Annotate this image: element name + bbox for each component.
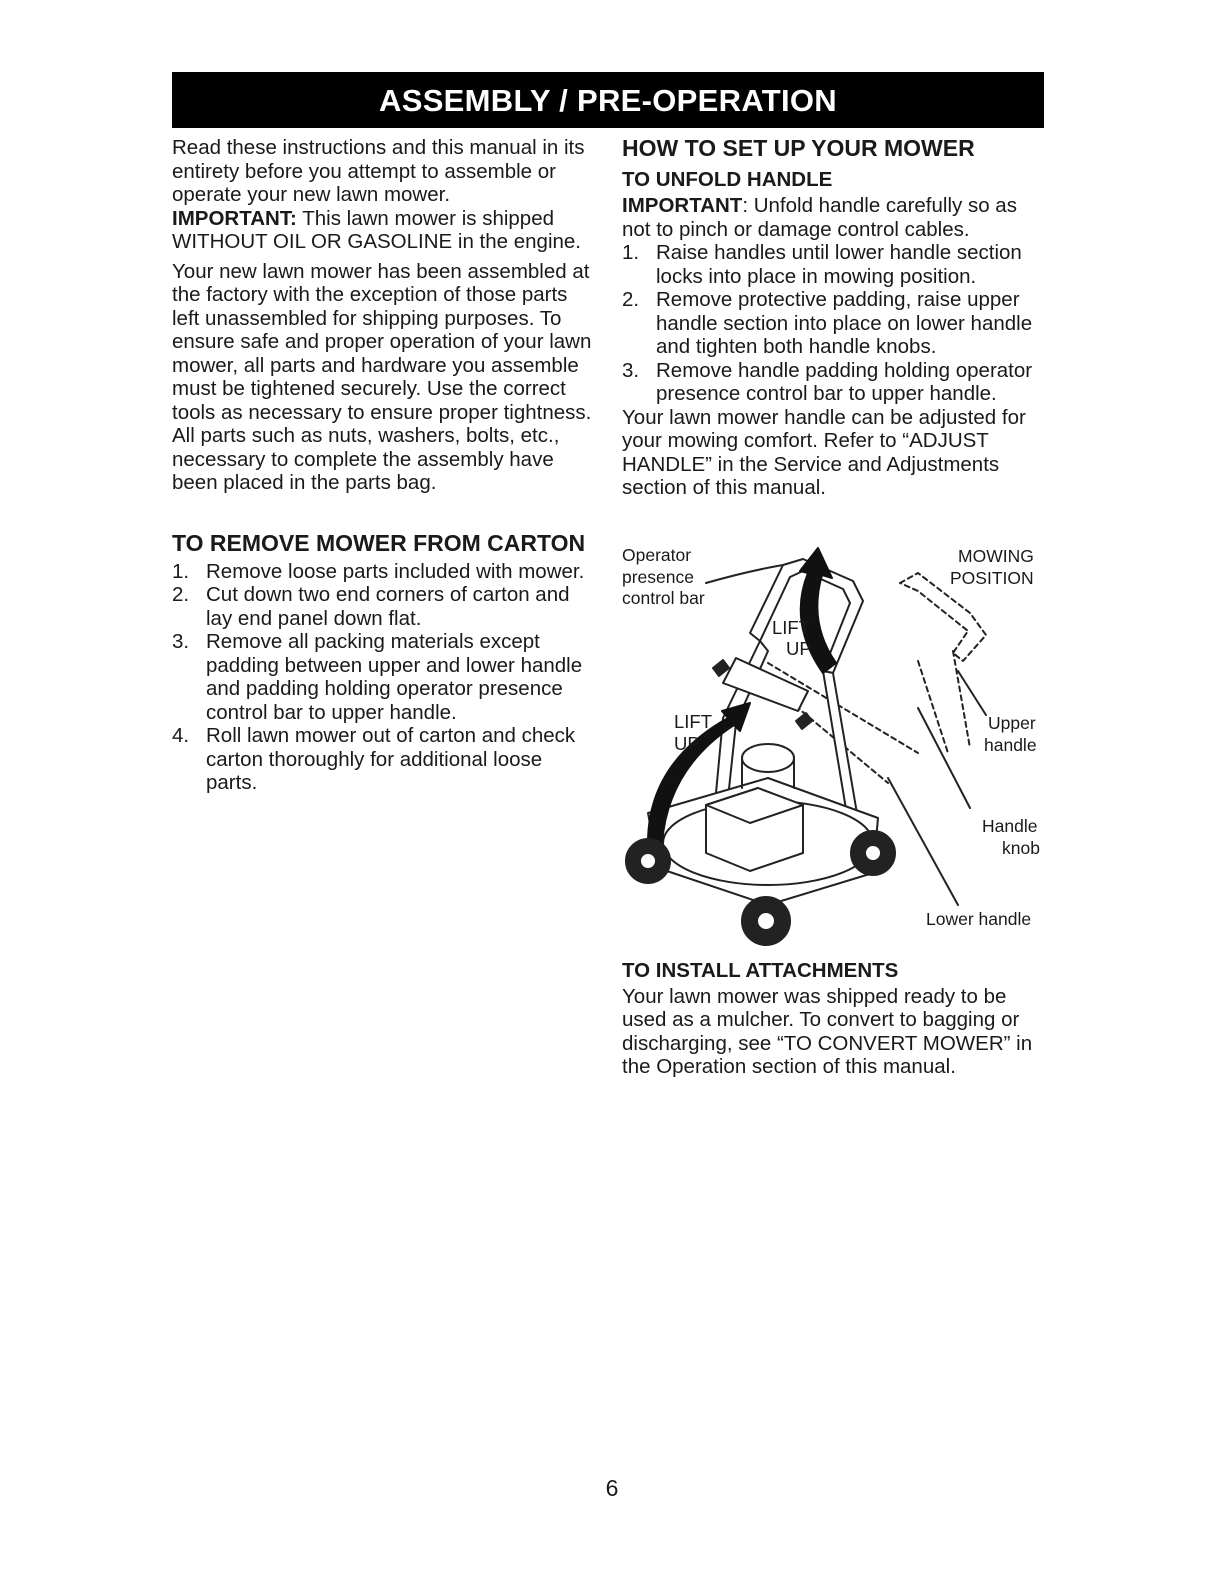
label-up: UP bbox=[786, 638, 812, 659]
label-lift: LIFT bbox=[772, 617, 811, 638]
handle-knob bbox=[713, 660, 729, 676]
handle-figure bbox=[618, 543, 1048, 955]
label-operator: Operator bbox=[622, 545, 692, 565]
label-operator: control bar bbox=[622, 588, 705, 608]
important-note bbox=[172, 207, 597, 254]
list-item: 2. Cut down two end corners of carton and lay end panel down flat. bbox=[172, 583, 570, 630]
important-label: IMPORTANT: bbox=[172, 206, 297, 230]
important-text: : Unfold handle carefully so as not to pinch or damage control cables. bbox=[622, 194, 1017, 241]
list-item: 1. Remove loose parts included with mower. bbox=[172, 559, 585, 583]
leader-operator bbox=[706, 565, 783, 583]
attach-paragraph: Your lawn mower was shipped ready to be used as a mulcher. To convert to bagging or discharging, see “TO CONVERT MOWER” in the Operation section of this manual. bbox=[622, 984, 1033, 1078]
handle-knob-2 bbox=[796, 713, 812, 729]
assembly-paragraph: Your new lawn mower has been assembled at the factory with the exception of those parts left unassembled for shipping purposes. To ensure safe and proper operation of your lawn mower, all parts and hardware you assemble must be tightened securely. Use the correct tools as necessary to ensure proper tightness. All parts such as nuts, washers, bolts, etc., necessary to complete the assembly have been placed in the parts bag. bbox=[172, 259, 592, 494]
engine-cap bbox=[742, 744, 794, 772]
left-column bbox=[172, 136, 597, 795]
remove-steps bbox=[172, 560, 597, 795]
setup-heading: HOW TO SET UP YOUR MOWER bbox=[622, 135, 975, 161]
important-label: IMPORTANT bbox=[622, 194, 743, 217]
attach-heading: TO INSTALL ATTACHMENTS bbox=[622, 958, 899, 982]
unfold-heading: TO UNFOLD HANDLE bbox=[622, 168, 833, 191]
label-handle-knob: Handle bbox=[982, 816, 1038, 836]
intro-paragraph: Read these instructions and this manual in its entirety before you attempt to assemble or operate your new lawn mower. bbox=[172, 136, 585, 206]
list-item: 1. Raise handles until lower handle section locks into place in mowing position. bbox=[622, 241, 1022, 288]
section-banner: ASSEMBLY / PRE-OPERATION bbox=[172, 72, 1044, 128]
unfold-steps bbox=[622, 241, 1047, 406]
important-note bbox=[622, 194, 1047, 241]
leader-knob bbox=[918, 708, 970, 808]
label-up: UP bbox=[674, 733, 700, 754]
label-mowing: MOWING bbox=[958, 546, 1034, 566]
label-upper-handle: handle bbox=[984, 735, 1037, 755]
list-item: 2. Remove protective padding, raise upper handle section into place on lower handle and tighten both handle knobs. bbox=[622, 288, 1033, 358]
label-lower-handle: Lower handle bbox=[926, 909, 1032, 929]
important-text: This lawn mower is shipped WITHOUT OIL OR GASOLINE in the engine. bbox=[172, 206, 581, 253]
list-item: 4. Roll lawn mower out of carton and check carton thoroughly for additional loose parts. bbox=[172, 724, 576, 794]
label-handle-knob: knob bbox=[1002, 838, 1040, 858]
list-item: 3. Remove all packing materials except padding between upper and lower handle and padding holding operator presence control bar to upper handle. bbox=[172, 630, 583, 724]
label-operator: presence bbox=[622, 567, 694, 587]
label-upper-handle: Upper bbox=[988, 713, 1036, 733]
adjust-paragraph: Your lawn mower handle can be adjusted for your mowing comfort. Refer to “ADJUST HANDLE” in the Service and Adjustments section of this manual. bbox=[622, 405, 1026, 499]
page-number: 6 bbox=[605, 1475, 619, 1501]
leader-lower bbox=[888, 778, 958, 905]
list-item: 3. Remove handle padding holding operator presence control bar to upper handle. bbox=[622, 358, 1033, 405]
label-position: POSITION bbox=[950, 568, 1034, 588]
remove-heading: TO REMOVE MOWER FROM CARTON bbox=[172, 529, 586, 556]
lower-handle-mowing-dashed bbox=[918, 651, 970, 753]
label-lift: LIFT bbox=[674, 711, 713, 732]
